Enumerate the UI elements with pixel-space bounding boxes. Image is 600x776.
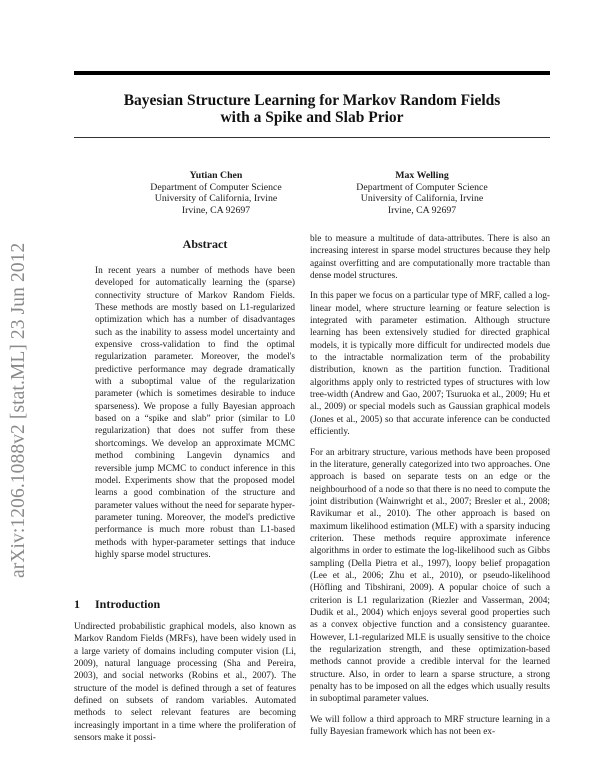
section-title: Introduction [95,597,161,611]
author-block-2 [302,170,542,216]
author-address: Irvine, CA 92697 [181,204,251,216]
title-bottom-rule [74,137,550,138]
paper-title [74,92,550,126]
introduction-paragraph-left: Undirected probabilistic graphical models, also known as Markov Random Fields (MRFs), have been widely used in a large variety of domains including computer vision (Li, 2009), natural language processing (Sha and Pereira, 2003), and social networks (Robins et al., 2007). The structure of the model is defined through a set of features defined on subsets of random variables. Automated methods to select relevant features are becoming increasingly important in a time where the proliferation of sensors make it possi- [74,622,296,744]
author-department: Department of Computer Science [356,181,488,193]
author-department: Department of Computer Science [150,181,282,193]
section-heading-introduction [74,597,160,612]
author-university: University of California, Irvine [360,193,484,204]
abstract-heading: Abstract [182,237,228,251]
title-line-1: Bayesian Structure Learning for Markov Random Fields [123,92,501,109]
title-line-2: with a Spike and Slab Prior [220,109,404,126]
right-column [310,233,550,746]
author-university: University of California, Irvine [154,193,278,204]
title-top-rule [74,71,550,75]
body-paragraph: For an arbitrary structure, various methods have been proposed in the literature, generally categorized into two approaches. One approach is based on separate tests on an edge or the neighbourhood of a node so that there is no need to compute the joint distribution (Wainwright et al., 2007; Bresler et al., 2008; Ravikumar et al., 2010). The other approach is based on maximum likelihood estimation (MLE) with a sparsity inducing criterion. These methods require approximate inference algorithms in order to estimate the log-likelihood such as Gibbs sampling (Della Pietra et al., 1997), loopy belief propagation (Lee et al., 2006; Zhu et al., 2010), or pseudo-likelihood (Höfling and Tibshirani, 2009). A popular choice of such a criterion is L1 regularization (Riezler and Vasserman, 2004; Dudik et al., 2004) which enjoys several good properties such as a convex objective function and a consistency guarantee. However, L1-regularized MLE is usually sensitive to the choice the regularization strength, and these optimization-based methods cannot provide a credible interval for the learned structure. Also, in order to learn a sparse structure, a strong penalty has to be imposed on all the edges which usually results in suboptimal parameter values. [310,447,550,705]
arxiv-identifier-stamp: arXiv:1206.1088v2 [stat.ML] 23 Jun 2012 [8,242,29,578]
author-block-1 [96,170,336,216]
section-number: 1 [74,597,80,611]
body-paragraph: We will follow a third approach to MRF structure learning in a fully Bayesian framework which has not been ex- [310,714,550,738]
abstract-text: In recent years a number of methods have been developed for automatically learning the (sparse) connectivity structure of Markov Random Fields. These methods are mostly based on L1-regularized optimization which has a number of disadvantages such as the inability to assess model uncertainty and expensive cross-validation to find the optimal regularization parameter. Moreover, the model's predictive performance may degrade dramatically with a suboptimal value of the regularization parameter (which is sometimes desirable to induce sparseness). We propose a fully Bayesian approach based on a “spike and slab” prior (similar to L0 regularization) that does not suffer from these shortcomings. We develop an approximate MCMC method combining Langevin dynamics and reversible jump MCMC to conduct inference in this model. Experiments show that the proposed model learns a good combination of the structure and parameter values without the need for separate hyper-parameter tuning. Moreover, the model's predictive performance is much more robust than L1-based methods with hyper-parameter settings that induce highly sparse model structures. [95,266,295,560]
author-name: Yutian Chen [189,170,243,181]
author-address: Irvine, CA 92697 [387,204,457,216]
body-paragraph: ble to measure a multitude of data-attributes. There is also an increasing interest in sparse model structures because they help against overfitting and are computationally more tractable than dense model structures. [310,234,550,282]
author-name: Max Welling [395,170,449,181]
body-paragraph: In this paper we focus on a particular type of MRF, called a log-linear model, where structure learning or feature selection is integrated with parameter estimation. Although structure learning has been extensively studied for directed graphical models, it is typically more difficult for undirected models due to the intractable normalization term of the probability distribution, known as the partition function. Traditional algorithms apply only to restricted types of structures with low tree-width (Andrew and Gao, 2007; Tsuruoka et al., 2009; Hu et al., 2009) or special models such as Gaussian graphical models (Jones et al., 2005) so that accurate inference can be conducted efficiently. [310,291,550,438]
